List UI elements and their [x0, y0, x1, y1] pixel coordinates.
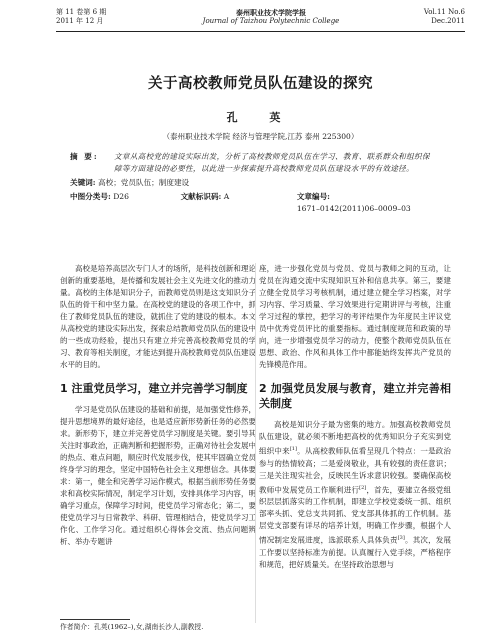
- keywords-row: [70, 177, 437, 189]
- article-number-value: 1671–0142(2011)06–0009–03: [296, 204, 411, 213]
- section-2-text-a: 高校是知识分子最为密集的地方。加强高校教师党员队伍建设，就必须不断地把高校的优秀知识分子充实到党组织中来: [259, 420, 451, 456]
- abstract-label: 摘 要:: [70, 152, 99, 161]
- article-number-label: 文章编号:: [296, 192, 330, 201]
- volume-issue: 第 11 卷第 6 期: [56, 8, 107, 16]
- header-left: [56, 8, 166, 26]
- abstract-text: 文章从高校党的建设实际出发，分析了高校教师党员队伍在学习、教育、联系群众和组织保障等方面建设的必要性，以此进一步探索提升高校教师党员队伍建设水平的有效途径。: [114, 152, 430, 173]
- left-column: [60, 263, 256, 548]
- section-1-paragraph: 学习是党员队伍建设的基础和前提，是加强党性修养，提升思想境界的最好途径，也是适应新形势新任务的必然要求。新形势下，建立并完善党员学习制度是关键。要引导其关注时事政治，正确判断和把握形势，正确对待社会发展中的热点、难点问题，顺应时代发展步伐，使其牢固确立党员终身学习的理念，坚定中国特色社会主义理想信念。具体要求：第一，健全和完善学习运作模式，根据当前形势任务要求和高校实际情况，制定学习计划，安排具体学习内容，明确学习重点，保障学习时间，使党员学习常态化；第二，要使党员学习与日常教学、科研、管理相结合，使党员学习工作化、工作学习化。通过组织心得体会交流、热点问题辨析、举办专题讲: [60, 405, 256, 546]
- article-title: 关于高校教师党员队伍建设的探究: [148, 75, 373, 92]
- keywords-text: 高校；党员队伍；制度建设: [98, 178, 190, 187]
- doc-code-group: [181, 191, 297, 215]
- footnote-rule: [60, 619, 130, 620]
- publication-date: 2011 年 12 月: [56, 17, 104, 25]
- citation-2: [2]: [359, 484, 367, 491]
- clc-group: [70, 191, 181, 215]
- publication-date-en: Dec.2011: [431, 17, 465, 25]
- section-2-paragraph: [259, 419, 451, 571]
- author-name: 孔 英: [226, 111, 295, 124]
- intro-paragraph: 高校是培养高层次专门人才的场所，是科技创新和理论创新的重要基地，是传播和发展社会主义先进文化的推动力量。高校的主体是知识分子，而教师党员则是这支知识分子队伍的骨干和中坚力量。在高校党的建设的各项工作中，抓住了教师党员队伍的建设，就抓住了党的建设的根本。本文从高校党的建设实际出发，探索总结教师党员队伍的建设中的一些成功经验，提出只有建立并完善高校教师党员的学习、教育等相关制度，才能达到提升高校教师党员队伍建设水平的目的。: [60, 264, 256, 369]
- keywords-label: 关键词:: [70, 178, 96, 187]
- section-2-text-d: 。其次，发展工作要以坚持标准为前提。认真履行入党手续，严格程序和规范，把好质量关。在坚持政治思想与: [259, 535, 452, 569]
- citation-1: [1]: [289, 446, 297, 452]
- article-number-group: [297, 191, 437, 215]
- doc-code-label: 文献标识码:: [180, 192, 222, 201]
- clc-label: 中图分类号:: [70, 192, 111, 201]
- section-2-heading: 2 加强党员发展与教育，建立并完善相关制度: [259, 382, 451, 410]
- section-1-heading: 1 注重党员学习，建立并完善学习制度: [60, 382, 248, 395]
- section-2-text-b: 。从高校教师队伍看呈现几个特点：一是政治参与的热情较高；二是爱岗敬业，具有较强的责任意识；三是关注现实社会，反映民生诉求意识较强。要确保高校教师中发展党员工作顺利进行: [259, 446, 452, 494]
- header-rule: [56, 31, 465, 32]
- citation-3: [3]: [397, 535, 405, 541]
- volume-issue-en: Vol.11 No.6: [423, 8, 465, 16]
- continued-paragraph: 座，进一步强化党员与党员、党员与教师之间的互动，让党员在沟通交流中实现知识互补和信息共享。第三，要建立健全党员学习考核机制，通过建立健全学习档案，对学习内容、学习质量、学习效果进行定期讲评与考核，注重学习过程的掌控，把学习的考评结果作为年度民主评议党员中优秀党员评比的重要指标。通过制度规范和政策的导向，进一步增强党员学习的动力，使整个教师党员队伍在思想、政治、作风和具体工作中都能始终发挥共产党员的先锋模范作用。: [259, 264, 451, 369]
- doc-code-value: A: [223, 192, 230, 201]
- author-affiliation: （泰州职业技术学院 经济与管理学院,江苏 泰州 225300）: [162, 132, 359, 141]
- author-footnote: 作者简介：孔英(1962–),女,湖南长沙人,副教授.: [60, 623, 204, 631]
- journal-name-en: Journal of Taizhou Polytechnic College: [202, 17, 340, 25]
- abstract-block: [70, 151, 437, 175]
- clc-value: D26: [113, 192, 129, 201]
- header-right: [365, 8, 465, 26]
- right-column: [259, 263, 451, 571]
- running-header: [56, 0, 465, 44]
- abstract-section: [70, 151, 437, 215]
- classification-row: [70, 191, 437, 215]
- journal-name-cn: 泰州职业技术学院学报: [236, 8, 306, 17]
- column-divider: [255, 263, 256, 623]
- section-2-text-c: ，首先，要建立各级党组织层层抓落实的工作机制，即建立学校党委统一抓、组织部率头抓、党总支共同抓、党支部具体抓的工作机制。基层党支部要有详尽的培养计划，明确工作步骤，根据个人情况制定发展进度，选派联系人具体负责: [259, 485, 452, 545]
- header-center: [176, 8, 366, 26]
